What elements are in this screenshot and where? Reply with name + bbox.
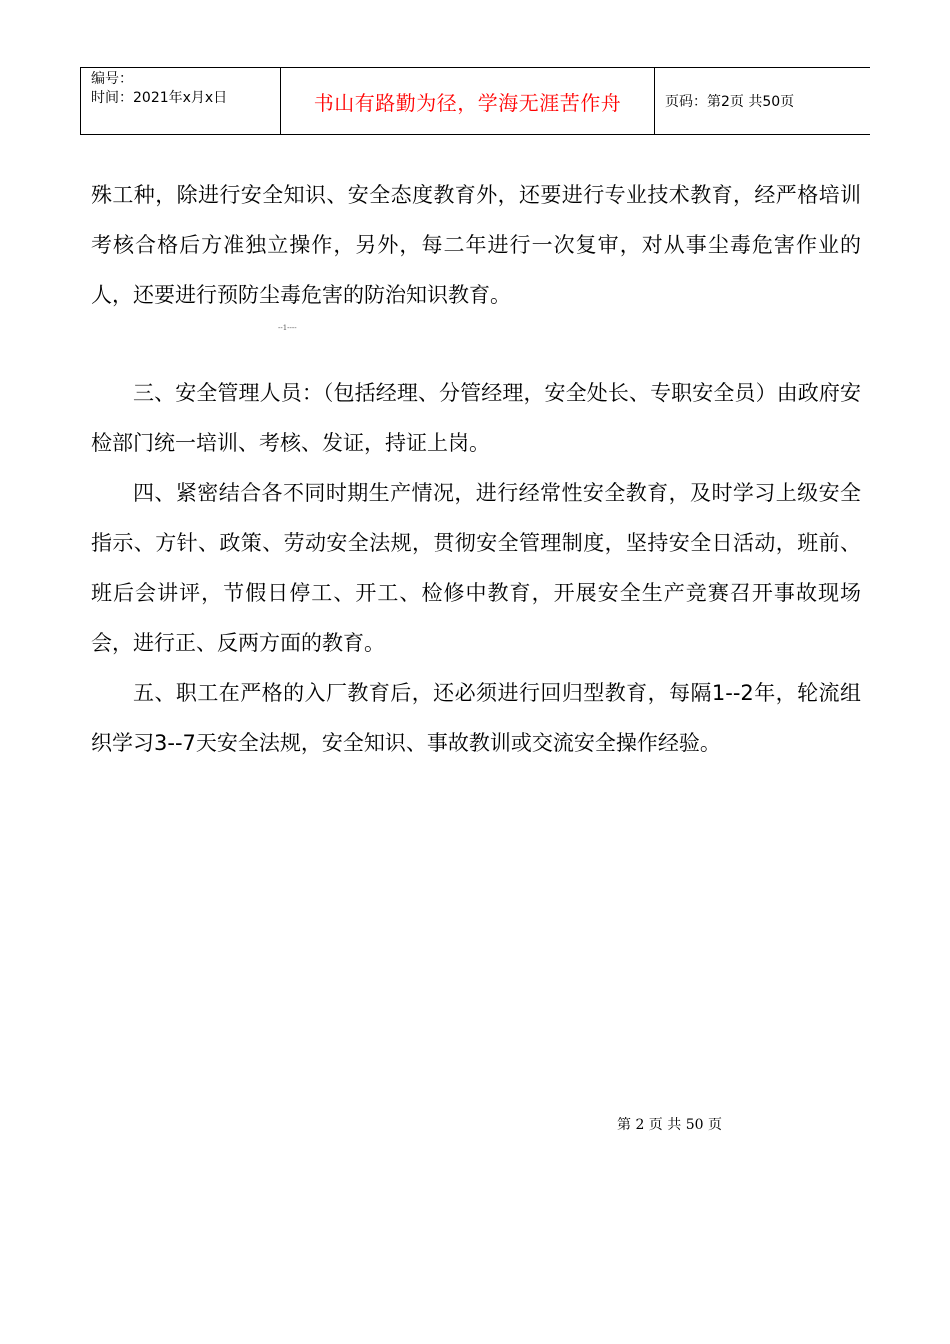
header-meta-cell (80, 68, 281, 134)
header-page-cell (655, 68, 870, 134)
paragraph-section-3: 三、安全管理人员：（包括经理、分管经理，安全处长、专职安全员）由政府安检部门统一培训、考核、发证，持证上岗。 (91, 381, 861, 455)
footer-page-info: 第 2 页 共 50 页 (617, 1117, 722, 1133)
header-motto: 书山有路勤为径，学海无涯苦作舟 (313, 90, 622, 115)
header-motto-cell (281, 68, 655, 134)
document-body (91, 170, 861, 768)
paragraph-spacer (91, 320, 861, 368)
header-page-code: 页码：第2页 共50页 (665, 94, 795, 110)
doc-number-label: 编号： (91, 71, 133, 87)
paragraph-continued: 殊工种，除进行安全知识、安全态度教育外，还要进行专业技术教育，经严格培训考核合格后方准独立操作，另外，每二年进行一次复审，对从事尘毒危害作业的人，还要进行预防尘毒危害的防治知识教育。 (91, 183, 861, 307)
inline-page-mark: --1---- (278, 324, 297, 332)
header-table (80, 67, 870, 135)
time-label: 时间：2021年x月x日 (91, 90, 228, 106)
paragraph-section-5: 五、职工在严格的入厂教育后，还必须进行回归型教育，每隔1--2年，轮流组织学习3--7天安全法规，安全知识、事故教训或交流安全操作经验。 (91, 681, 861, 755)
paragraph-section-4: 四、紧密结合各不同时期生产情况，进行经常性安全教育，及时学习上级安全指示、方针、政策、劳动安全法规，贯彻安全管理制度，坚持安全日活动，班前、班后会讲评，节假日停工、开工、检修中教育，开展安全生产竞赛召开事故现场会，进行正、反两方面的教育。 (91, 481, 861, 655)
